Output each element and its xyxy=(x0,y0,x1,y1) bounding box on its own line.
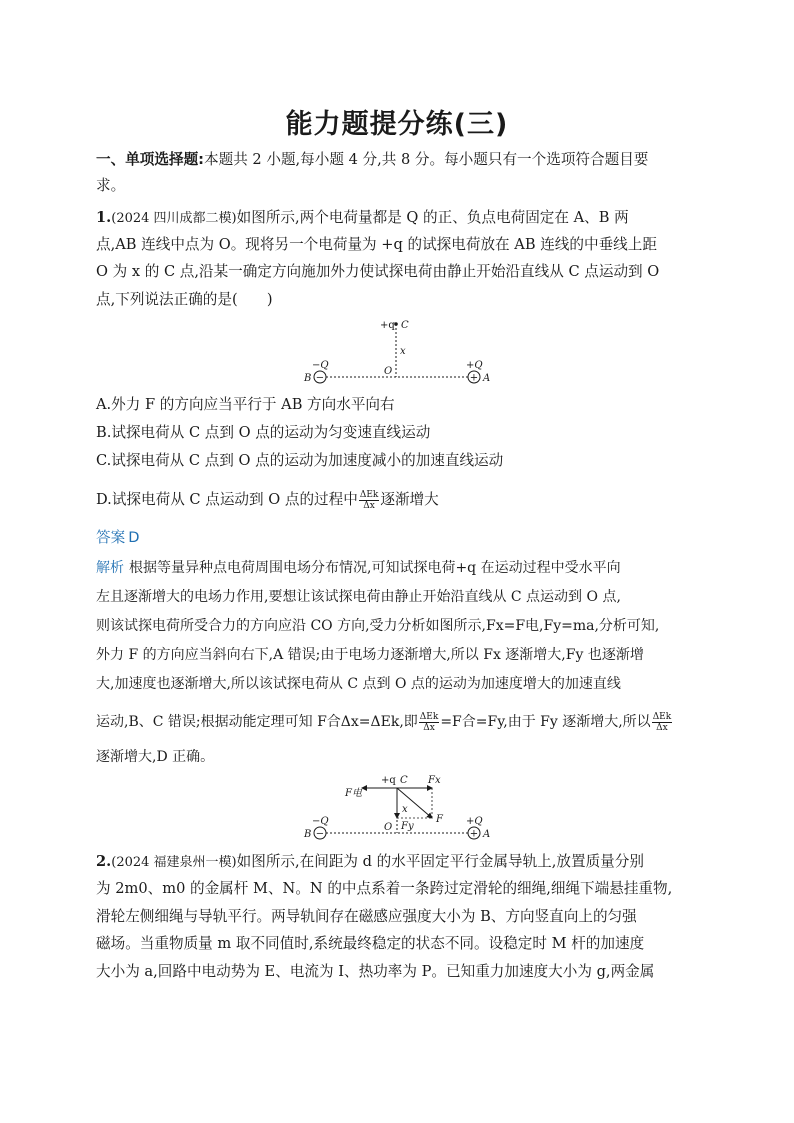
question-2-line-1 xyxy=(96,850,700,875)
option-d-text-end: 逐渐增大 xyxy=(380,491,439,508)
figure-2-label-O: O xyxy=(384,822,393,833)
figure-2-label-F: F xyxy=(436,814,443,825)
explanation-fraction-1 xyxy=(419,712,440,733)
figure-2-label-q: +q xyxy=(381,775,396,786)
option-d-fraction xyxy=(359,490,380,511)
section-desc: 本题共 2 小题,每小题 4 分,共 8 分。每小题只有一个选项符合题目要 xyxy=(204,151,649,168)
question-1-line-4: 点,下列说法正确的是( ) xyxy=(96,291,273,308)
question-2-line-4: 磁场。当重物质量 m 取不同值时,系统最终稳定的状态不同。设稳定时 M 杆的加速度 xyxy=(96,935,645,952)
option-d-text: D.试探电荷从 C 点运动到 O 点的过程中 xyxy=(96,491,358,508)
figure-2-label-x: x xyxy=(402,804,408,815)
figure-2-label-C: C xyxy=(400,775,408,786)
question-1-line-3: O 为 x 的 C 点,沿某一确定方向施加外力使试探电荷由静止开始沿直线从 C 点运动到 O xyxy=(96,263,660,280)
explanation-frac-num-2: ΔEk xyxy=(652,711,672,722)
answer-label: 答案 xyxy=(96,529,126,546)
explanation-frac-num: ΔEk xyxy=(419,711,439,722)
question-1-text: 如图所示,两个电荷量都是 Q 的正、负点电荷固定在 A、B 两 xyxy=(236,209,629,226)
figure-1-diagram xyxy=(290,316,510,390)
figure-2-label-negQ: −Q xyxy=(312,816,329,827)
explanation-line-2: 左且逐渐增大的电场力作用,要想让该试探电荷由静止开始沿直线从 C 点运动到 O 点, xyxy=(96,589,621,605)
option-b[interactable]: B.试探电荷从 C 点到 O 点的运动为匀变速直线运动 xyxy=(96,424,431,441)
figure-2-diagram xyxy=(290,770,510,844)
explanation-frac-den: Δx xyxy=(423,722,435,733)
question-2-source: (2024 福建泉州一模) xyxy=(111,855,237,870)
explanation-label: 解析 xyxy=(96,560,124,576)
figure-1-label-posQ: +Q xyxy=(466,360,483,371)
figure-1-label-A: A xyxy=(483,373,491,384)
question-1-line-1 xyxy=(96,206,700,231)
section-desc-cont: 求。 xyxy=(96,177,126,194)
figure-2-label-posQ: +Q xyxy=(466,816,483,827)
explanation-line-7: 逐渐增大,D 正确。 xyxy=(96,749,215,765)
explanation-line-1 xyxy=(96,556,700,580)
answer-line xyxy=(96,526,700,550)
figure-2-label-A: A xyxy=(483,829,491,840)
answer-value: D xyxy=(128,529,140,546)
question-1-source: (2024 四川成都二模) xyxy=(111,211,237,226)
option-c[interactable]: C.试探电荷从 C 点到 O 点的运动为加速度减小的加速直线运动 xyxy=(96,452,504,469)
option-d-frac-num: ΔEk xyxy=(359,489,379,500)
option-a[interactable]: A.外力 F 的方向应当平行于 AB 方向水平向右 xyxy=(96,396,395,413)
figure-1-label-x: x xyxy=(400,346,406,357)
figure-2-label-B: B xyxy=(304,829,312,840)
explanation-line-6 xyxy=(96,710,700,734)
figure-1-negative-sign: − xyxy=(315,372,325,384)
explanation-line-3: 则该试探电荷所受合力的方向应沿 CO 方向,受力分析如图所示,Fx=F电,Fy=ma,分析可知, xyxy=(96,618,660,634)
question-2-line-3: 滑轮左侧细绳与导轨平行。两导轨间存在磁感应强度大小为 B、方向竖直向上的匀强 xyxy=(96,908,637,925)
option-d-frac-den: Δx xyxy=(363,500,375,511)
option-d[interactable] xyxy=(96,488,700,512)
page-title: 能力题提分练(三) xyxy=(285,109,509,140)
explanation-fraction-2 xyxy=(652,712,673,733)
section-intro xyxy=(96,148,700,172)
explanation-line-4: 外力 F 的方向应当斜向右下,A 错误;由于电场力逐渐增大,所以 Fx 逐渐增大,Fy 也逐渐增 xyxy=(96,647,644,663)
explanation-text-6b: =F合=Fy,由于 Fy 逐渐增大,所以 xyxy=(440,714,651,730)
explanation-text-6: 运动,B、C 错误;根据动能定理可知 F合Δx=ΔEk,即 xyxy=(96,714,418,730)
explanation-frac-den-2: Δx xyxy=(656,722,668,733)
section-heading: 一、单项选择题: xyxy=(96,151,204,168)
figure-2-negative-sign: − xyxy=(315,828,325,840)
figure-2-positive-sign: + xyxy=(469,828,479,840)
figure-1-label-B: B xyxy=(304,373,312,384)
question-1-line-2: 点,AB 连线中点为 O。现将另一个电荷量为 +q 的试探电荷放在 AB 连线的中垂线上距 xyxy=(96,236,657,253)
figure-1-label-O: O xyxy=(384,366,393,377)
question-2-line-2: 为 2m0、m0 的金属杆 M、N。N 的中点系着一条跨过定滑轮的细绳,细绳下端悬挂重物, xyxy=(96,880,673,897)
figure-1-positive-sign: + xyxy=(469,372,479,384)
figure-1-label-q: +q xyxy=(380,320,395,331)
question-2-line-5: 大小为 a,回路中电动势为 E、电流为 I、热功率为 P。已知重力加速度大小为 g,两金属 xyxy=(96,963,655,980)
figure-1-label-negQ: −Q xyxy=(312,360,329,371)
question-2-number: 2. xyxy=(96,853,112,870)
figure-2-label-Felec: F电 xyxy=(345,788,362,799)
question-1-number: 1. xyxy=(96,209,112,226)
explanation-line-5: 大,加速度也逐渐增大,所以该试探电荷从 C 点到 O 点的运动为加速度增大的加速直线 xyxy=(96,676,621,692)
question-2-text: 如图所示,在间距为 d 的水平固定平行金属导轨上,放置质量分别 xyxy=(236,853,644,870)
explanation-text-1: 根据等量异种点电荷周围电场分布情况,可知试探电荷+q 在运动过程中受水平向 xyxy=(129,560,621,576)
figure-2-label-Fy: Fy xyxy=(401,821,414,832)
figure-1-label-C: C xyxy=(401,320,409,331)
figure-2-label-Fx: Fx xyxy=(428,775,441,786)
